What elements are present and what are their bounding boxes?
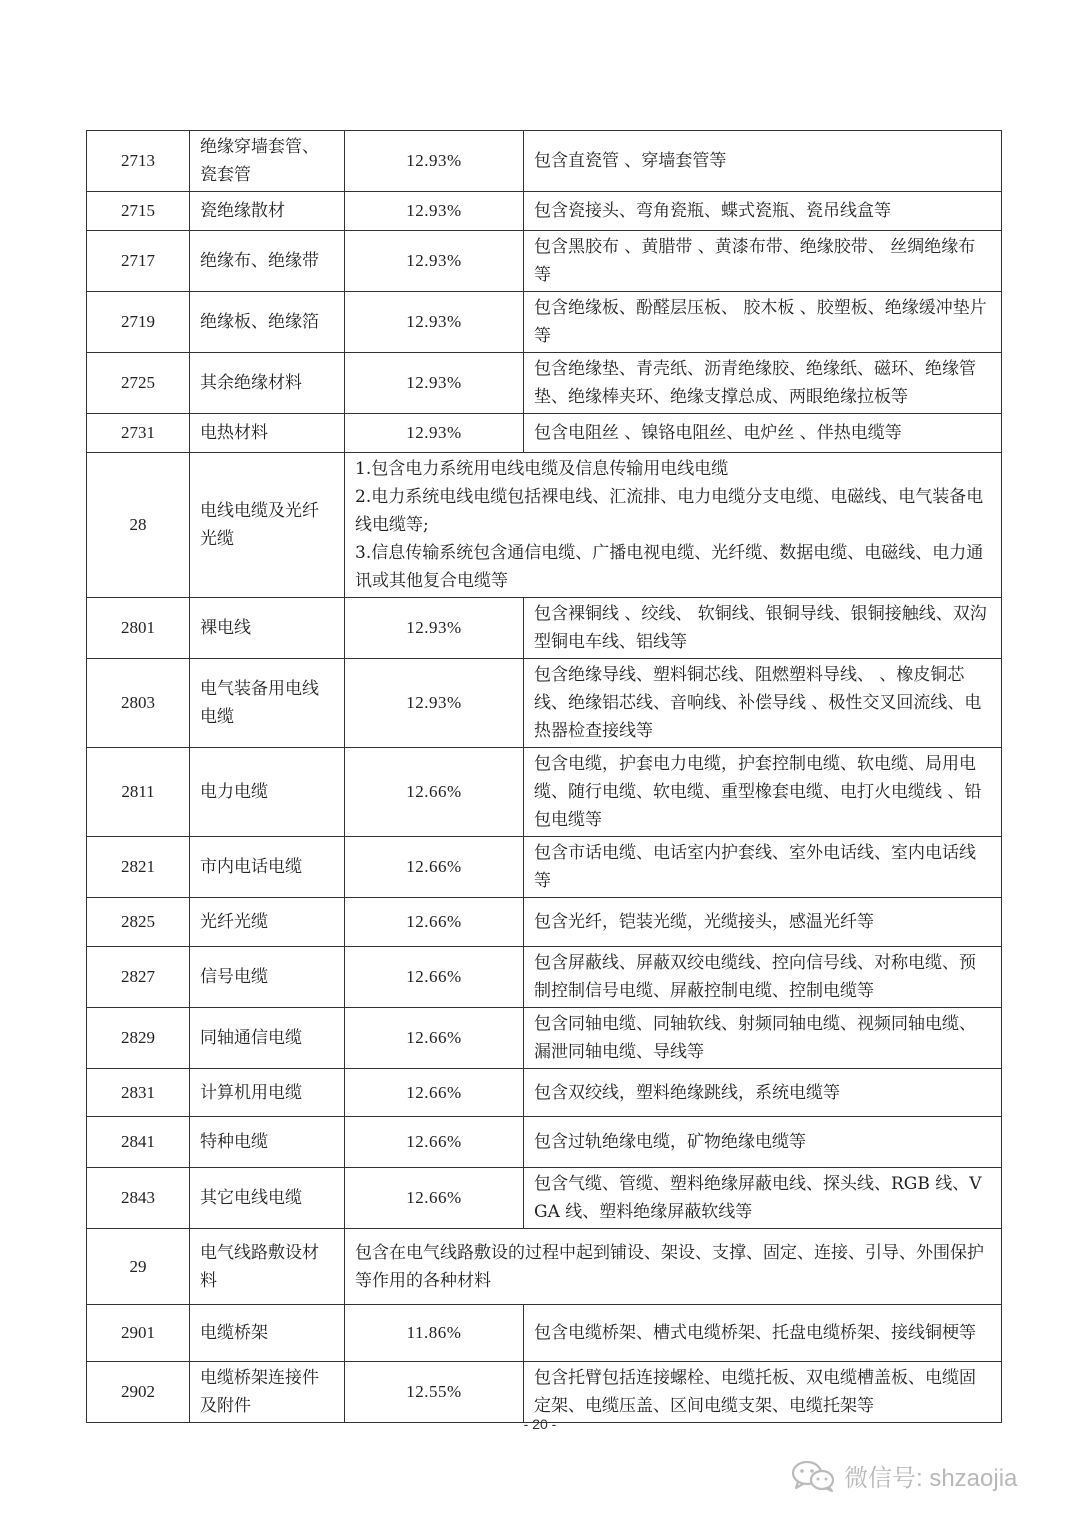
category-description: 包含市话电缆、电话室内护套线、室外电话线、室内电话线等: [524, 837, 1002, 898]
category-name: 特种电缆: [190, 1117, 345, 1168]
group-description: [345, 453, 1002, 598]
category-name: 同轴通信电缆: [190, 1008, 345, 1069]
tax-rate: 12.93%: [345, 292, 524, 353]
tax-rate: 12.66%: [345, 898, 524, 947]
material-category-table: [86, 130, 1002, 1423]
group-note-1: 1.包含电力系统用电线电缆及信息传输用电线电缆: [355, 459, 729, 479]
category-description: 包含过轨绝缘电缆，矿物绝缘电缆等: [524, 1117, 1002, 1168]
group-name: 电线电缆及光纤光缆: [190, 453, 345, 598]
category-name: 其余绝缘材料: [190, 353, 345, 414]
tax-rate: 12.93%: [345, 131, 524, 192]
category-code: 2901: [87, 1305, 190, 1362]
table-row: [87, 414, 1002, 453]
table-row: [87, 131, 1002, 192]
table-row: [87, 1008, 1002, 1069]
category-name: 电气装备用电线电缆: [190, 659, 345, 748]
group-row-28: [87, 453, 1002, 598]
category-description: 包含绝缘垫、青壳纸、沥青绝缘胶、绝缘纸、磁环、绝缘管垫、绝缘棒夹环、绝缘支撑总成、两眼绝缘拉板等: [524, 353, 1002, 414]
category-code: 2731: [87, 414, 190, 453]
tax-rate: 12.66%: [345, 1069, 524, 1117]
tax-rate: 12.55%: [345, 1362, 524, 1423]
category-name: 绝缘穿墙套管、瓷套管: [190, 131, 345, 192]
table-row: [87, 1168, 1002, 1229]
category-code: 2811: [87, 748, 190, 837]
tax-rate: 12.66%: [345, 837, 524, 898]
wechat-icon: [790, 1459, 836, 1493]
category-description: 包含双绞线，塑料绝缘跳线，系统电缆等: [524, 1069, 1002, 1117]
category-name: 裸电线: [190, 598, 345, 659]
tax-rate: 12.66%: [345, 1008, 524, 1069]
category-description: 包含黑胶布 、黄腊带 、黄漆布带、绝缘胶带、 丝绸绝缘布等: [524, 231, 1002, 292]
category-name: 电缆桥架连接件及附件: [190, 1362, 345, 1423]
category-description: 包含屏蔽线、屏蔽双绞电缆线、控向信号线、对称电缆、预制控制信号电缆、屏蔽控制电缆、控制电缆等: [524, 947, 1002, 1008]
category-description: 包含光纤，铠装光缆，光缆接头，感温光纤等: [524, 898, 1002, 947]
category-name: 电力电缆: [190, 748, 345, 837]
tax-rate: 12.93%: [345, 231, 524, 292]
category-description: 包含电缆桥架、槽式电缆桥架、托盘电缆桥架、接线铜梗等: [524, 1305, 1002, 1362]
category-description: 包含电缆，护套电力电缆，护套控制电缆、软电缆、局用电缆、随行电缆、软电缆、重型橡套电缆、电打火电缆线 、铅包电缆等: [524, 748, 1002, 837]
category-code: 2717: [87, 231, 190, 292]
table-row: [87, 1069, 1002, 1117]
table-row: [87, 1362, 1002, 1423]
tax-rate: 12.93%: [345, 192, 524, 231]
table-row: [87, 1305, 1002, 1362]
group-note-2: 2.电力系统电线电缆包括裸电线、汇流排、电力电缆分支电缆、电磁线、电气装备电线电缆等;: [355, 487, 984, 535]
group-description: 包含在电气线路敷设的过程中起到铺设、架设、支撑、固定、连接、引导、外围保护等作用的各种材料: [345, 1229, 1002, 1305]
category-description: 包含气缆、管缆、塑料绝缘屏蔽电线、探头线、RGB 线、VGA 线、塑料绝缘屏蔽软线等: [524, 1168, 1002, 1229]
wechat-watermark: [790, 1458, 1017, 1493]
category-code: 2725: [87, 353, 190, 414]
table-row: [87, 898, 1002, 947]
table-row: [87, 231, 1002, 292]
category-code: 2803: [87, 659, 190, 748]
tax-rate: 12.93%: [345, 414, 524, 453]
tax-rate: 12.66%: [345, 947, 524, 1008]
table-row: [87, 837, 1002, 898]
category-code: 2843: [87, 1168, 190, 1229]
table-row: [87, 353, 1002, 414]
category-code: 2831: [87, 1069, 190, 1117]
tax-rate: 12.93%: [345, 353, 524, 414]
category-name: 信号电缆: [190, 947, 345, 1008]
category-name: 电缆桥架: [190, 1305, 345, 1362]
category-code: 2825: [87, 898, 190, 947]
group-row-29: [87, 1229, 1002, 1305]
category-description: 包含绝缘板、酚醛层压板、 胶木板 、胶塑板、绝缘缓冲垫片等: [524, 292, 1002, 353]
category-code: 2715: [87, 192, 190, 231]
tax-rate: 12.93%: [345, 598, 524, 659]
tax-rate: 12.66%: [345, 1117, 524, 1168]
table-row: [87, 748, 1002, 837]
category-code: 2821: [87, 837, 190, 898]
category-code: 2719: [87, 292, 190, 353]
table-row: [87, 1117, 1002, 1168]
category-name: 绝缘板、绝缘箔: [190, 292, 345, 353]
category-name: 其它电线电缆: [190, 1168, 345, 1229]
category-name: 市内电话电缆: [190, 837, 345, 898]
group-note-3: 3.信息传输系统包含通信电缆、广播电视电缆、光纤缆、数据电缆、电磁线、电力通讯或其他复合电缆等: [355, 543, 984, 591]
group-code: 28: [87, 453, 190, 598]
category-name: 瓷绝缘散材: [190, 192, 345, 231]
category-name: 电热材料: [190, 414, 345, 453]
table-row: [87, 598, 1002, 659]
tax-rate: 12.93%: [345, 659, 524, 748]
table-row: [87, 292, 1002, 353]
category-description: 包含托臂包括连接螺栓、电缆托板、双电缆槽盖板、电缆固定架、电缆压盖、区间电缆支架、电缆托架等: [524, 1362, 1002, 1423]
page-number: - 20 -: [523, 1416, 557, 1432]
category-code: 2841: [87, 1117, 190, 1168]
category-description: 包含裸铜线 、绞线、 软铜线、银铜导线、银铜接触线、双沟型铜电车线、铝线等: [524, 598, 1002, 659]
tax-rate: 11.86%: [345, 1305, 524, 1362]
table-row: [87, 947, 1002, 1008]
tax-rate: 12.66%: [345, 748, 524, 837]
table-row: [87, 192, 1002, 231]
category-code: 2827: [87, 947, 190, 1008]
category-name: 光纤光缆: [190, 898, 345, 947]
watermark-text: 微信号: shzaojia: [844, 1465, 1018, 1492]
category-code: 2902: [87, 1362, 190, 1423]
category-description: 包含直瓷管 、穿墙套管等: [524, 131, 1002, 192]
category-name: 绝缘布、绝缘带: [190, 231, 345, 292]
group-name: 电气线路敷设材料: [190, 1229, 345, 1305]
group-code: 29: [87, 1229, 190, 1305]
category-code: 2829: [87, 1008, 190, 1069]
category-description: 包含绝缘导线、塑料铜芯线、阻燃塑料导线、 、橡皮铜芯线、绝缘铝芯线、音响线、补偿导线 、极性交叉回流线、电热器检查接线等: [524, 659, 1002, 748]
tax-rate: 12.66%: [345, 1168, 524, 1229]
category-description: 包含瓷接头、弯角瓷瓶、蝶式瓷瓶、瓷吊线盒等: [524, 192, 1002, 231]
category-code: 2801: [87, 598, 190, 659]
category-description: 包含同轴电缆、同轴软线、射频同轴电缆、视频同轴电缆、漏泄同轴电缆、导线等: [524, 1008, 1002, 1069]
category-description: 包含电阻丝 、镍铬电阻丝、电炉丝 、伴热电缆等: [524, 414, 1002, 453]
category-name: 计算机用电缆: [190, 1069, 345, 1117]
table-row: [87, 659, 1002, 748]
category-code: 2713: [87, 131, 190, 192]
